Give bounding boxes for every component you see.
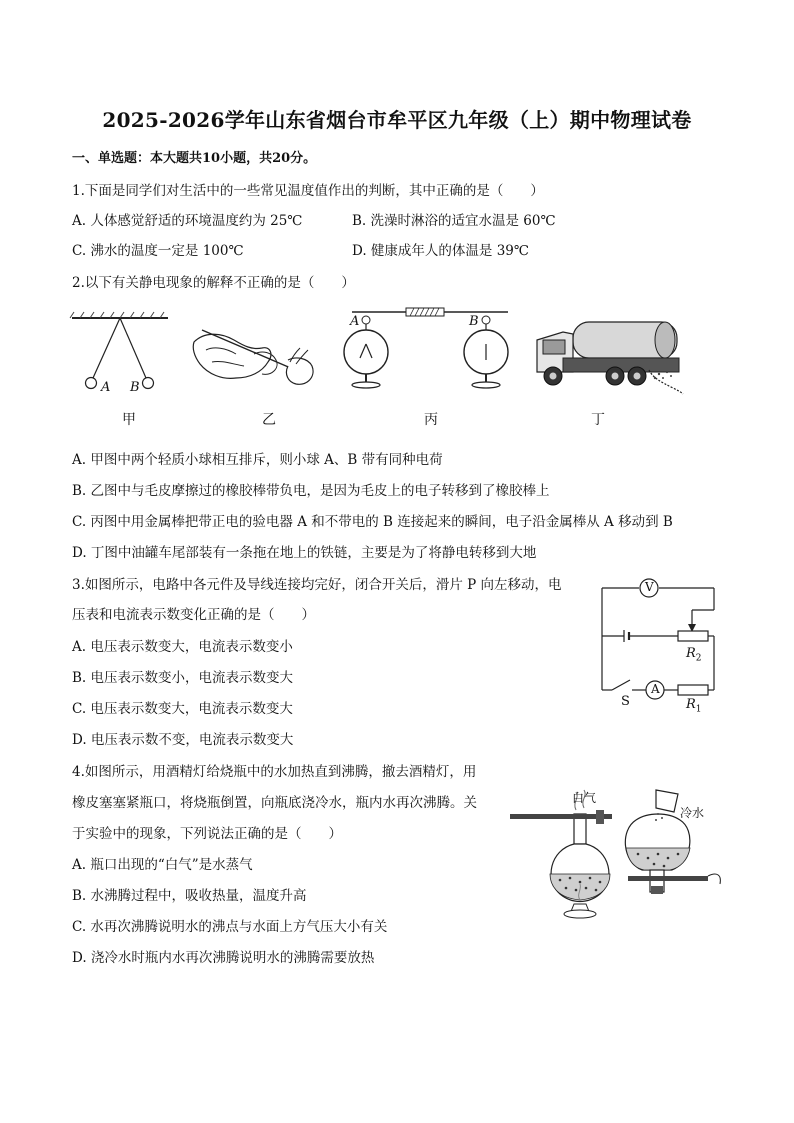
q2-option-d[interactable]: D. 丁图中油罐车尾部装有一条拖在地上的铁链，主要是为了将静电转移到大地	[72, 545, 537, 561]
q3-stem-line1: 3.如图所示，电路中各元件及导线连接均完好，闭合开关后，滑片 P 向左移动，电	[72, 577, 562, 593]
q3-stem-line2: 压表和电流表示数变化正确的是（ ）	[72, 607, 315, 623]
q2-option-c[interactable]: C. 丙图中用金属棒把带正电的验电器 A 和不带电的 B 连接起来的瞬间，电子沿金属棒从 A 移动到 B	[72, 514, 673, 530]
figure-bing-electroscopes	[340, 306, 510, 392]
figure-label-ding: 丁	[591, 412, 605, 428]
q4-stem-line2: 橡皮塞塞紧瓶口，将烧瓶倒置，向瓶底浇冷水，瓶内水再次沸腾。关	[72, 795, 477, 811]
q2-option-b[interactable]: B. 乙图中与毛皮摩擦过的橡胶棒带负电，是因为毛皮上的电子转移到了橡胶棒上	[72, 483, 550, 499]
q4-option-b[interactable]: B. 水沸腾过程中，吸收热量，温度升高	[72, 888, 307, 904]
q4-option-a[interactable]: A. 瓶口出现的“白气”是水蒸气	[72, 857, 253, 873]
resistor-r2-subscript: 2	[695, 653, 702, 664]
resistor-r1-symbol: R	[686, 697, 696, 712]
q3-option-b[interactable]: B. 电压表示数变小，电流表示数变大	[72, 670, 294, 686]
resistor-r2-label	[686, 646, 702, 664]
q4-option-d[interactable]: D. 浇冷水时瓶内水再次沸腾说明水的沸腾需要放热	[72, 950, 375, 966]
figure-bing-label-a: A	[350, 314, 360, 329]
figure-label-yi: 乙	[262, 412, 276, 428]
section-heading: 一、单选题：本大题共10小题，共20分。	[72, 151, 317, 166]
figure-jia-label-b: B	[130, 380, 140, 395]
q2-option-a[interactable]: A. 甲图中两个轻质小球相互排斥，则小球 A、B 带有同种电荷	[72, 452, 443, 468]
switch-label: S	[621, 694, 630, 709]
cold-water-label: 冷水	[680, 806, 705, 820]
q1-option-a[interactable]: A. 人体感觉舒适的环境温度约为 25℃	[72, 213, 303, 229]
q2-stem: 2.以下有关静电现象的解释不正确的是（ ）	[72, 275, 355, 291]
voltmeter-symbol: V	[645, 580, 654, 594]
ammeter-symbol: A	[651, 682, 660, 696]
page-title: 2025-2026学年山东省烟台市牟平区九年级（上）期中物理试卷	[102, 108, 692, 132]
white-gas-label: 白气	[572, 791, 597, 805]
q1-stem: 1.下面是同学们对生活中的一些常见温度值作出的判断，其中正确的是（ ）	[72, 183, 544, 199]
figure-label-jia: 甲	[122, 412, 136, 428]
q1-option-d[interactable]: D. 健康成年人的体温是 39℃	[352, 243, 529, 259]
figure-jia-pendulum	[70, 312, 170, 397]
q3-option-d[interactable]: D. 电压表示数不变，电流表示数变大	[72, 732, 294, 748]
q3-option-c[interactable]: C. 电压表示数变大，电流表示数变大	[72, 701, 293, 717]
q1-option-b[interactable]: B. 洗澡时淋浴的适宜水温是 60℃	[352, 213, 556, 229]
q4-stem-line3: 于实验中的现象，下列说法正确的是（ ）	[72, 826, 342, 842]
figure-jia-label-a: A	[101, 380, 111, 395]
q4-option-c[interactable]: C. 水再次沸腾说明水的沸点与水面上方气压大小有关	[72, 919, 388, 935]
figure-label-bing: 丙	[424, 412, 438, 428]
resistor-r1-subscript: 1	[695, 704, 702, 715]
resistor-r2-symbol: R	[686, 646, 696, 661]
q1-option-c[interactable]: C. 沸水的温度一定是 100℃	[72, 243, 244, 259]
q3-option-a[interactable]: A. 电压表示数变大，电流表示数变小	[72, 639, 293, 655]
figure-yi-rubbing	[192, 320, 320, 390]
resistor-r1-label	[686, 697, 702, 715]
q4-stem-line1: 4.如图所示，用酒精灯给烧瓶中的水加热直到沸腾，撤去酒精灯，用	[72, 764, 477, 780]
figure-ding-tanker-truck	[533, 312, 683, 398]
figure-bing-label-b: B	[469, 314, 479, 329]
